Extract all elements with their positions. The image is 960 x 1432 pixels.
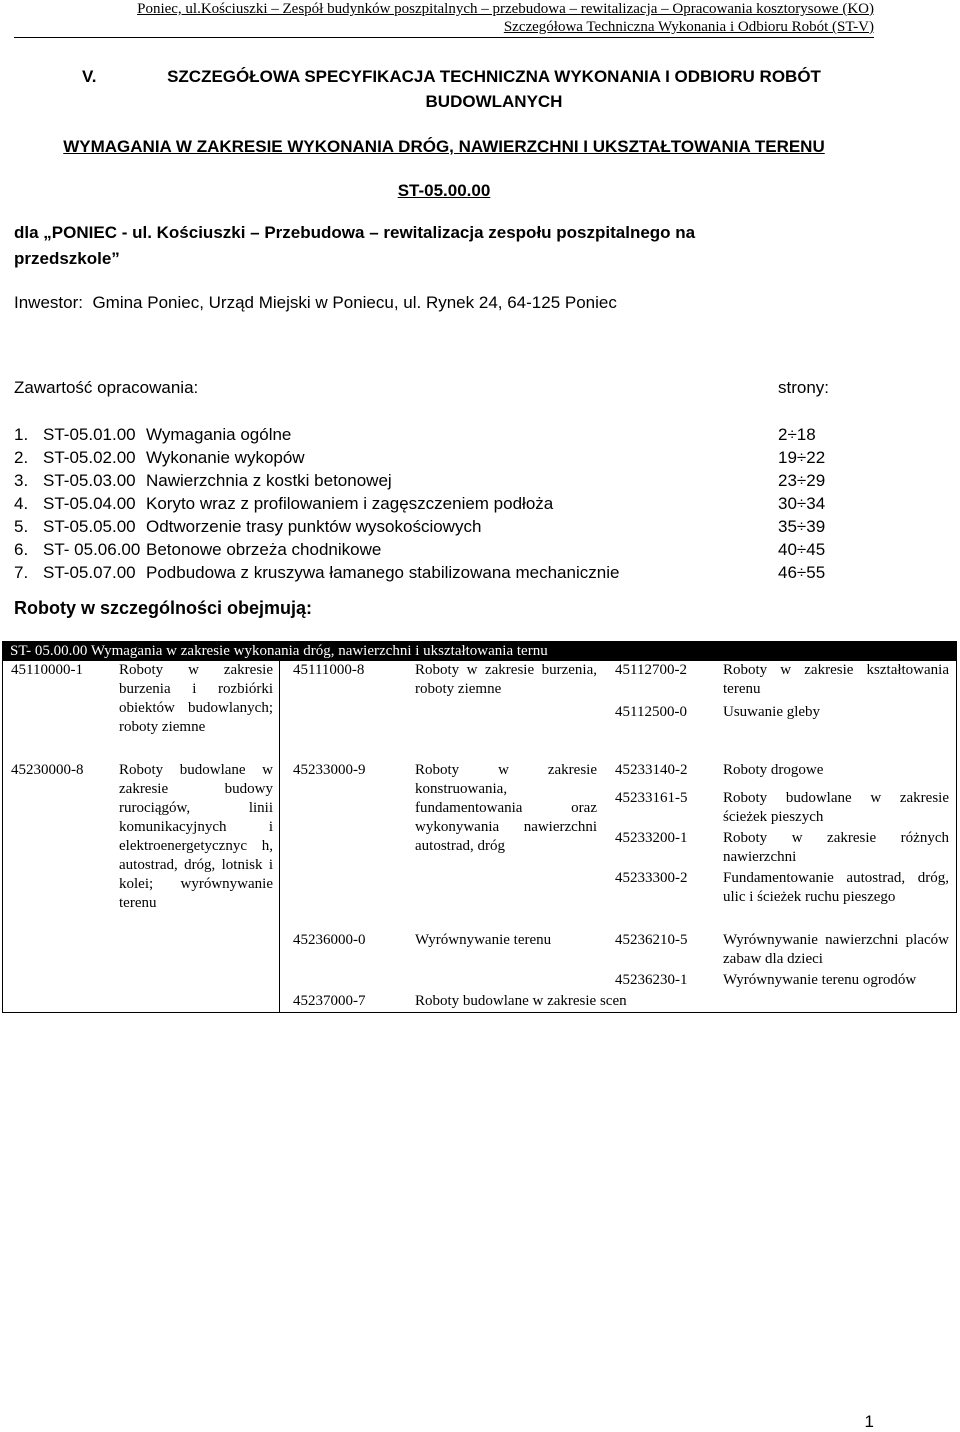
item-number: 2. <box>14 448 29 467</box>
cpv-code: 45233000-9 <box>293 762 366 778</box>
investor-line <box>14 292 617 314</box>
header-line-2: Szczegółowa Techniczna Wykonania i Odbioru Robót (ST-V) <box>503 19 874 35</box>
contents-item <box>14 423 844 446</box>
item-title: Koryto wraz z profilowaniem i zagęszczeniem podłoża <box>146 494 554 513</box>
contents-heading: Zawartość opracowania: <box>14 378 199 397</box>
item-code: ST-05.05.00 <box>43 517 136 536</box>
header-line-1: Poniec, ul.Kościuszki – Zespół budynków poszpitalnych – przebudowa – rewitalizacja – Opracowania kosztorysowe (KO) <box>137 1 874 17</box>
contents-item <box>14 561 844 584</box>
cpv-desc: Roboty w zakresie burzenia i rozbiórki obiektów budowlanych; roboty ziemne <box>119 662 273 735</box>
cpv-desc: Roboty drogowe <box>723 762 824 778</box>
cpv-desc: Roboty budowlane w zakresie ścieżek pieszych <box>723 790 949 825</box>
cpv-code: 45236000-0 <box>293 932 366 948</box>
cpv-code: 45230000-8 <box>11 762 84 778</box>
cpv-desc: Roboty w zakresie różnych nawierzchni <box>723 830 949 865</box>
contents-list <box>14 423 844 584</box>
cpv-code: 45110000-1 <box>11 662 83 678</box>
item-code: ST-05.03.00 <box>43 471 136 490</box>
investor-label: Inwestor: <box>14 293 83 312</box>
document-title <box>14 64 914 114</box>
cpv-desc: Wyrównywanie nawierzchni placów zabaw dla dzieci <box>723 932 949 967</box>
scope-heading: Roboty w szczególności obejmują: <box>14 598 313 618</box>
cpv-code: 45233161-5 <box>615 790 688 806</box>
contents-item <box>14 469 844 492</box>
cpv-table <box>2 641 957 1013</box>
item-code: ST-05.02.00 <box>43 448 136 467</box>
cpv-table-header: ST- 05.00.00 Wymagania w zakresie wykonania dróg, nawierzchni i ukształtowania ternu <box>2 641 957 661</box>
item-number: 7. <box>14 563 29 582</box>
section-number: V. <box>82 67 97 86</box>
cpv-desc: Roboty w zakresie konstruowania, fundamentowania oraz wykonywania nawierzchni autostrad, dróg <box>415 762 597 854</box>
item-pages: 30÷34 <box>778 494 826 513</box>
contents-item <box>14 538 844 561</box>
item-code: ST-05.04.00 <box>43 494 136 513</box>
item-code: ST- 05.06.00 <box>43 540 141 559</box>
project-prefix: dla <box>14 223 39 242</box>
document-subtitle: WYMAGANIA W ZAKRESIE WYKONANIA DRÓG, NAWIERZCHNI I UKSZTAŁTOWANIA TERENU <box>63 137 825 156</box>
contents-item <box>14 492 844 515</box>
running-header <box>14 0 874 38</box>
contents-item <box>14 515 844 538</box>
cpv-desc: Fundamentowanie autostrad, dróg, ulic i ścieżek ruchu pieszego <box>723 870 949 905</box>
item-pages: 46÷55 <box>778 563 826 582</box>
item-number: 6. <box>14 540 29 559</box>
cpv-code: 45112500-0 <box>615 704 687 720</box>
item-pages: 19÷22 <box>778 448 826 467</box>
cpv-desc: Roboty w zakresie burzenia, roboty ziemne <box>415 662 597 697</box>
cpv-code: 45237000-7 <box>293 993 366 1009</box>
item-number: 3. <box>14 471 29 490</box>
cpv-code: 45236210-5 <box>615 932 688 948</box>
item-title: Odtworzenie trasy punktów wysokościowych <box>146 517 482 536</box>
item-pages: 40÷45 <box>778 540 826 559</box>
cpv-code: 45112700-2 <box>615 662 687 678</box>
cpv-code: 45236230-1 <box>615 972 688 988</box>
item-code: ST-05.01.00 <box>43 425 136 444</box>
cpv-desc: Wyrównywanie terenu ogrodów <box>723 972 917 988</box>
item-pages: 2÷18 <box>778 425 816 444</box>
item-pages: 23÷29 <box>778 471 826 490</box>
document-title-text: SZCZEGÓŁOWA SPECYFIKACJA TECHNICZNA WYKONANIA I ODBIORU ROBÓT BUDOWLANYCH <box>167 67 821 111</box>
cpv-code: 45233300-2 <box>615 870 688 886</box>
contents-item <box>14 446 844 469</box>
cpv-desc: Roboty w zakresie kształtowania terenu <box>723 662 949 697</box>
item-number: 5. <box>14 517 29 536</box>
spec-code: ST-05.00.00 <box>397 181 491 200</box>
project-name: „PONIEC - ul. Kościuszki – Przebudowa – rewitalizacja zespołu poszpitalnego na przedszkole” <box>14 223 696 268</box>
column-divider <box>279 661 280 1012</box>
item-title: Nawierzchnia z kostki betonowej <box>146 471 392 490</box>
cpv-table-body <box>2 661 957 1013</box>
investor-value: Gmina Poniec, Urząd Miejski w Poniecu, ul. Rynek 24, 64-125 Poniec <box>92 293 617 312</box>
item-title: Podbudowa z kruszywa łamanego stabilizowana mechanicznie <box>146 563 620 582</box>
project-line <box>14 220 794 272</box>
item-title: Wymagania ogólne <box>146 425 292 444</box>
cpv-code: 45233140-2 <box>615 762 688 778</box>
cpv-desc: Roboty budowlane w zakresie budowy rurociągów, linii komunikacyjnych i elektroenergetycznyc h, autostrad, dróg, lotnisk i kolei; wyrównywanie terenu <box>119 762 273 911</box>
item-number: 1. <box>14 425 29 444</box>
pages-heading: strony: <box>778 378 830 397</box>
item-number: 4. <box>14 494 29 513</box>
item-pages: 35÷39 <box>778 517 826 536</box>
cpv-code: 45233200-1 <box>615 830 688 846</box>
page-number: 1 <box>864 1412 874 1431</box>
item-title: Betonowe obrzeża chodnikowe <box>146 540 382 559</box>
cpv-desc: Wyrównywanie terenu <box>415 932 552 948</box>
item-title: Wykonanie wykopów <box>146 448 305 467</box>
cpv-desc: Roboty budowlane w zakresie scen <box>415 993 627 1009</box>
item-code: ST-05.07.00 <box>43 563 136 582</box>
cpv-desc: Usuwanie gleby <box>723 704 821 720</box>
header-rule <box>14 37 874 38</box>
cpv-code: 45111000-8 <box>293 662 365 678</box>
